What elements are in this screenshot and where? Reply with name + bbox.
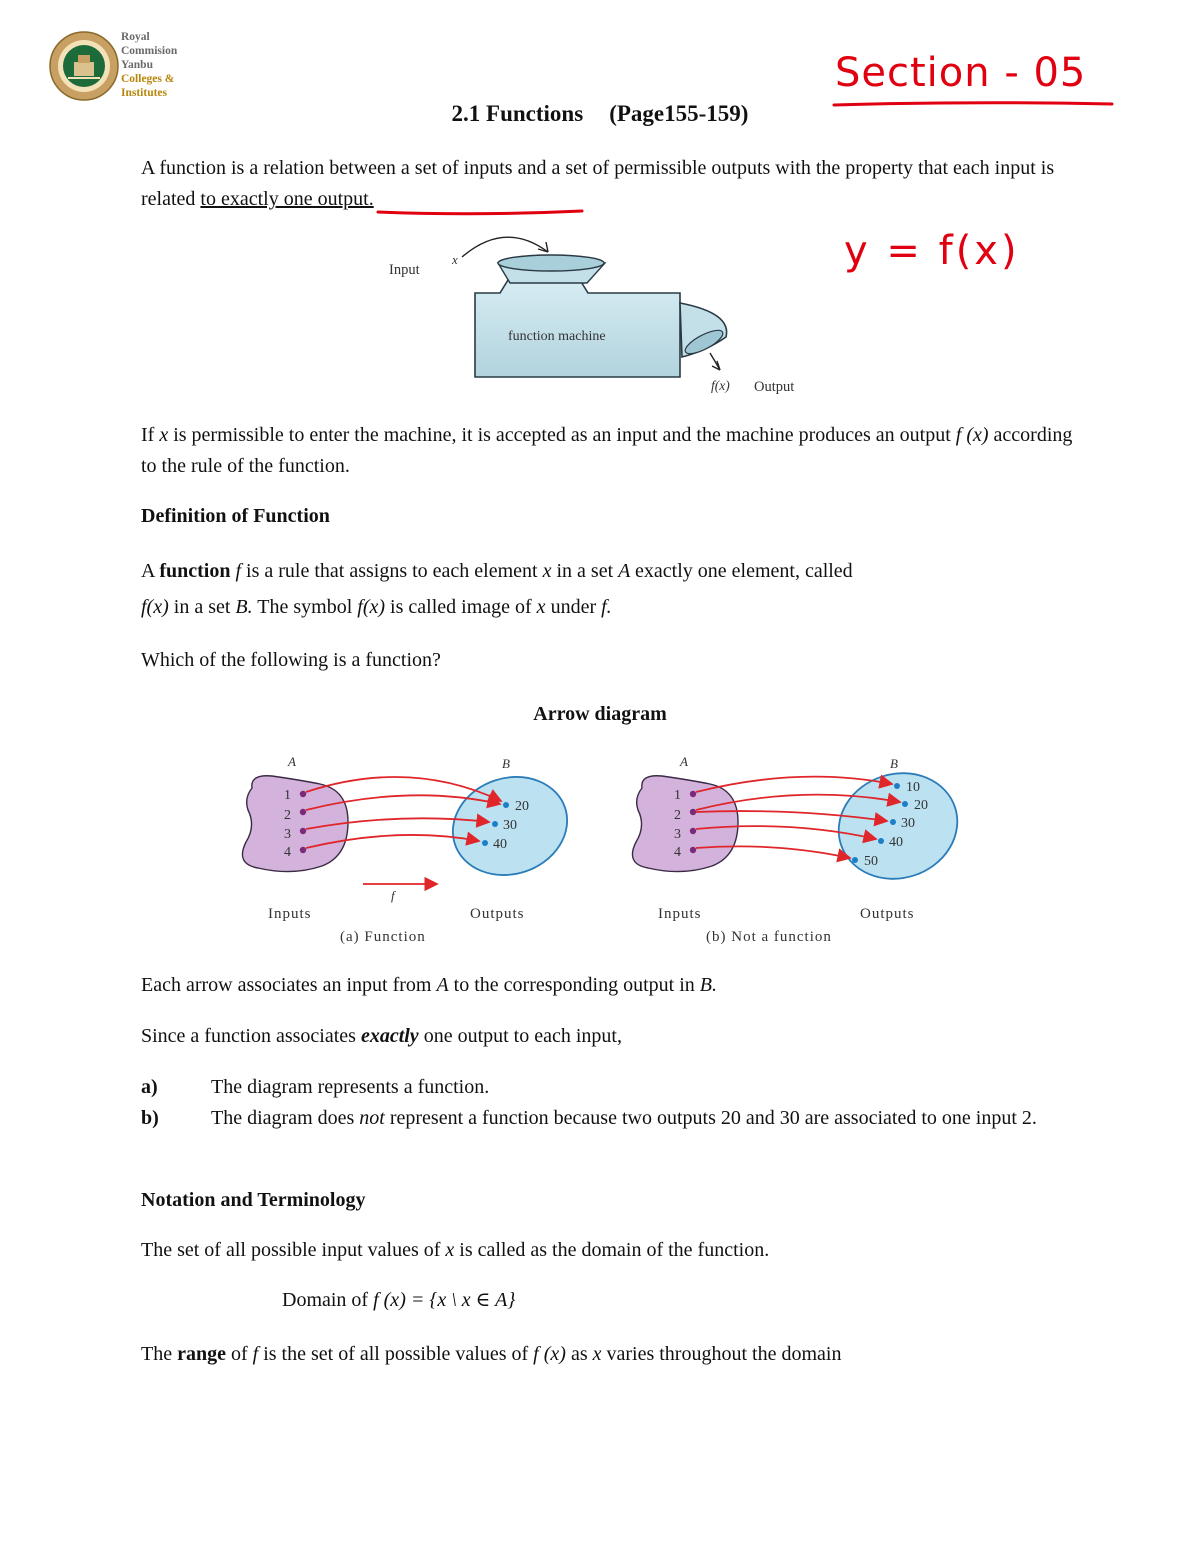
input-dot	[300, 847, 306, 853]
list-item	[141, 1103, 1091, 1165]
domain-paragraph: The set of all possible input values of x is called as the domain of the function.	[141, 1239, 770, 1261]
function-machine-figure	[380, 225, 820, 400]
list-label: a)	[141, 1076, 158, 1098]
arrow-diagrams	[230, 748, 970, 953]
handwritten-red-underline	[376, 206, 584, 218]
arrow-diagram-heading: Arrow diagram	[533, 703, 667, 725]
output-dot	[503, 802, 509, 808]
machine-output-label: Output	[754, 379, 795, 395]
input-dot	[300, 809, 306, 815]
inputs-label: Inputs	[658, 906, 702, 922]
input-dot	[690, 828, 696, 834]
output-value: 30	[901, 816, 915, 831]
input-dot	[690, 791, 696, 797]
set-a-label: A	[680, 754, 688, 769]
logo-line: Royal	[121, 31, 150, 43]
logo-line: Yanbu	[121, 59, 153, 71]
intro-paragraph: A function is a relation between a set of inputs and a set of permissible outputs with the property that each input is related to exactly one output.	[141, 157, 1055, 210]
output-value: 30	[503, 818, 517, 833]
outputs-label: Outputs	[860, 906, 915, 922]
list-text: The diagram does not represent a function because two outputs 20 and 30 are associated to one input 2.	[211, 1107, 1037, 1129]
handwritten-equation-text: y = f(x)	[844, 228, 1020, 274]
output-dot	[852, 857, 858, 863]
output-value: 40	[889, 835, 903, 850]
output-dot	[894, 783, 900, 789]
title-main: 2.1 Functions	[451, 101, 584, 126]
output-dot	[482, 840, 488, 846]
output-value: 40	[493, 837, 507, 852]
f-label: f	[391, 888, 395, 903]
diagram-b-caption: (b) Not a function	[706, 929, 832, 945]
domain-formula: Domain of f (x) = {x \ x ∈ A}	[282, 1289, 516, 1311]
underlined-phrase: to exactly one output.	[200, 188, 374, 210]
title-pages: (Page155-159)	[609, 101, 749, 126]
machine-input-label: Input	[389, 262, 420, 278]
input-value: 3	[674, 827, 681, 842]
machine-body-label: function machine	[508, 329, 606, 344]
output-dot	[492, 821, 498, 827]
output-dot	[878, 838, 884, 844]
list-label: b)	[141, 1107, 159, 1129]
input-dot	[690, 847, 696, 853]
machine-explanation-paragraph: If x is permissible to enter the machine, it is accepted as an input and the machine produces an output f (x) according to the rule of the function.	[141, 424, 1073, 477]
since-paragraph: Since a function associates exactly one output to each input,	[141, 1025, 622, 1047]
list-text: The diagram represents a function.	[211, 1076, 490, 1098]
output-value: 20	[914, 798, 928, 813]
output-value: 10	[906, 780, 920, 795]
set-b-label: B	[502, 756, 510, 771]
machine-fx-label: f(x)	[711, 378, 730, 393]
which-question: Which of the following is a function?	[141, 649, 441, 671]
input-value: 4	[674, 845, 681, 860]
input-dot	[300, 828, 306, 834]
input-value: 3	[284, 827, 291, 842]
input-value: 4	[284, 845, 291, 860]
output-value: 20	[515, 799, 529, 814]
diagram-a-caption: (a) Function	[340, 929, 426, 945]
range-paragraph: The range of f is the set of all possible values of f (x) as x varies throughout the domain	[141, 1343, 842, 1365]
logo-text	[121, 30, 177, 100]
handwritten-section-note: Section - 05	[835, 50, 1087, 96]
inputs-label: Inputs	[268, 906, 312, 922]
outputs-label: Outputs	[470, 906, 525, 922]
college-logo	[48, 30, 120, 102]
input-value: 1	[284, 788, 291, 803]
arrow-explanation: Each arrow associates an input from A to the corresponding output in B.	[141, 974, 717, 996]
definition-heading: Definition of Function	[141, 505, 330, 527]
set-a-label: A	[288, 754, 296, 769]
page-title	[0, 101, 1200, 127]
definition-paragraph: A function f is a rule that assigns to each element x in a set A exactly one element, called f(x) in a set B. The symbol f(x) is called image of x under f.	[141, 560, 853, 618]
input-value: 2	[674, 808, 681, 823]
input-value: 2	[284, 808, 291, 823]
output-dot	[902, 801, 908, 807]
diagram-b	[632, 754, 970, 945]
handwritten-equation	[840, 224, 1040, 276]
diagram-a	[242, 754, 580, 945]
output-value: 50	[864, 854, 878, 869]
input-dot	[690, 809, 696, 815]
notation-heading: Notation and Terminology	[141, 1189, 366, 1211]
set-b-label: B	[890, 756, 898, 771]
machine-x-label: x	[452, 252, 458, 267]
logo-line: Institutes	[121, 87, 168, 99]
input-value: 1	[674, 788, 681, 803]
output-dot	[890, 819, 896, 825]
logo-line: Colleges &	[121, 73, 175, 85]
input-dot	[300, 791, 306, 797]
logo-line: Commision	[121, 45, 178, 57]
